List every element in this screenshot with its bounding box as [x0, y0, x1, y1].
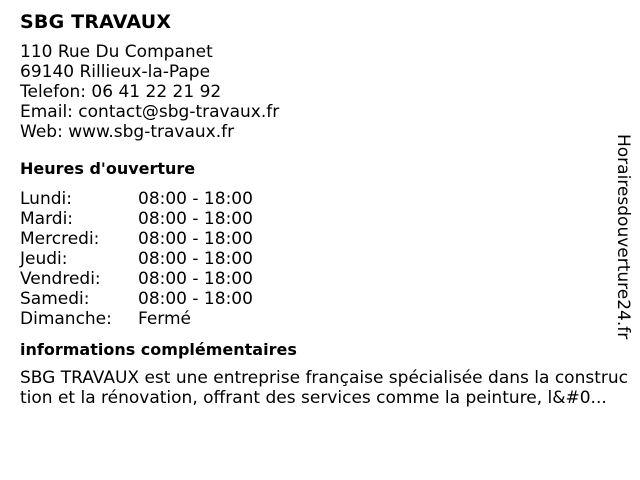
business-card — [20, 10, 630, 408]
day-hours: Fermé — [138, 309, 192, 329]
day-label: Mercredi: — [20, 229, 100, 249]
company-name: SBG TRAVAUX — [20, 11, 172, 33]
day-label: Mardi: — [20, 209, 74, 229]
day-label: Jeudi: — [20, 249, 68, 269]
day-hours: 08:00 - 18:00 — [138, 189, 253, 209]
opening-hours-table — [20, 189, 253, 329]
hours-row-tuesday — [20, 209, 253, 229]
hours-row-thursday — [20, 249, 253, 269]
day-hours: 08:00 - 18:00 — [138, 249, 253, 269]
day-label: Lundi: — [20, 189, 72, 209]
site-watermark: Horairesdouverture24.fr — [613, 134, 633, 340]
day-label: Samedi: — [20, 289, 90, 309]
hours-row-monday — [20, 189, 253, 209]
hours-row-friday — [20, 269, 253, 289]
day-label: Vendredi: — [20, 269, 101, 289]
city-address: 69140 Rillieux-la-Pape — [20, 62, 211, 82]
phone-number: Telefon: 06 41 22 21 92 — [20, 82, 222, 102]
day-hours: 08:00 - 18:00 — [138, 289, 253, 309]
email-address: Email: contact@sbg-travaux.fr — [20, 102, 280, 122]
street-address: 110 Rue Du Companet — [20, 42, 213, 62]
additional-info-title: informations complémentaires — [20, 340, 297, 359]
website-address: Web: www.sbg-travaux.fr — [20, 122, 235, 142]
day-hours: 08:00 - 18:00 — [138, 209, 253, 229]
additional-info-text: SBG TRAVAUX est une entreprise française spécialisée dans la construction et la rénovation, offrant des services comme la peinture, l&#0... — [20, 368, 628, 408]
hours-row-wednesday — [20, 229, 253, 249]
hours-row-saturday — [20, 289, 253, 309]
contact-block — [20, 42, 630, 142]
day-hours: 08:00 - 18:00 — [138, 229, 253, 249]
hours-row-sunday — [20, 309, 253, 329]
opening-hours-title: Heures d'ouverture — [20, 159, 196, 178]
day-label: Dimanche: — [20, 309, 112, 329]
day-hours: 08:00 - 18:00 — [138, 269, 253, 289]
